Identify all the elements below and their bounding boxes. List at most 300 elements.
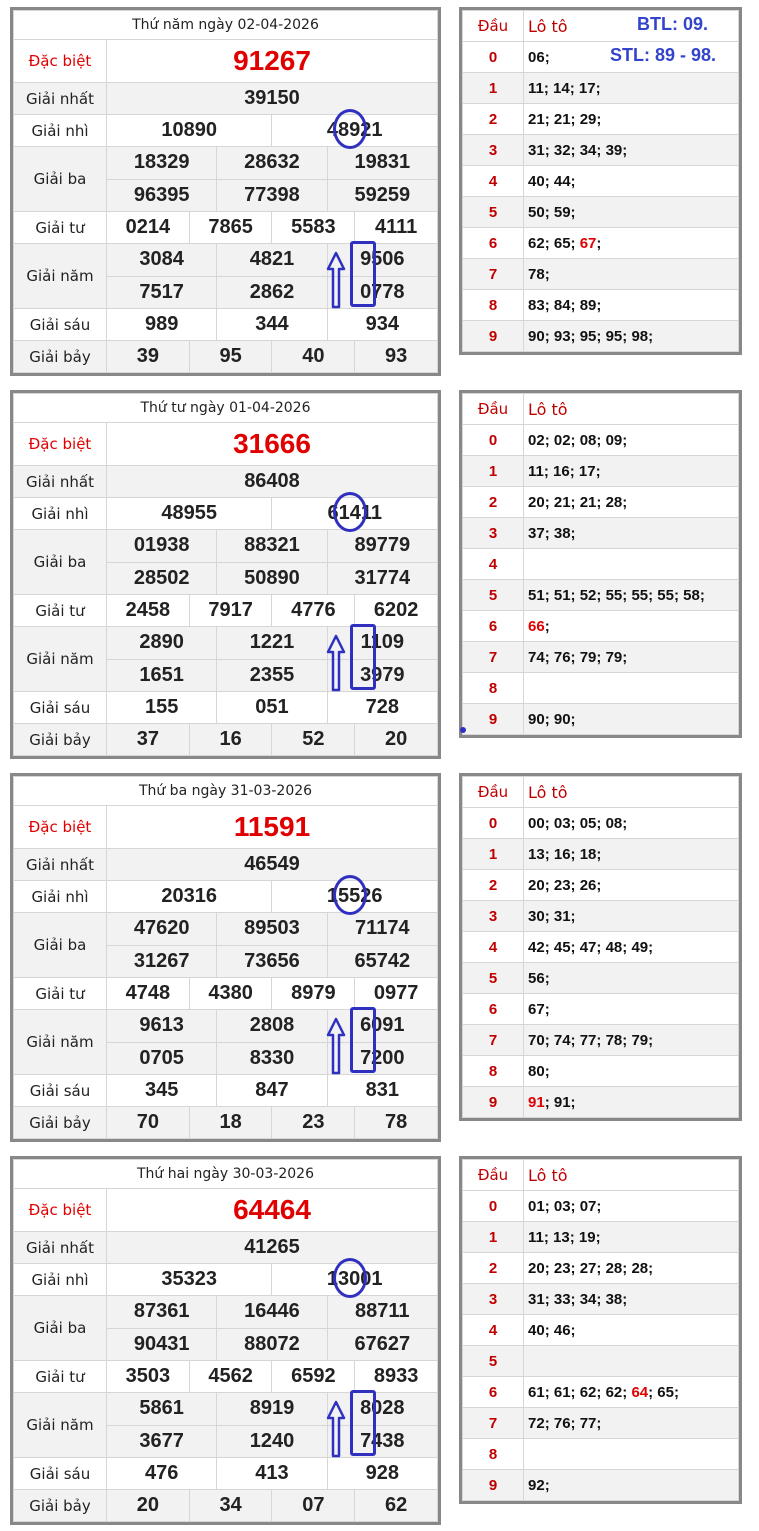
loto-values: 02; 02; 08; 09; bbox=[524, 425, 739, 456]
fifth-prize-number: 8028 bbox=[327, 1393, 437, 1426]
loto-number: 61 bbox=[553, 1383, 571, 1401]
loto-head-digit: 8 bbox=[463, 1439, 524, 1470]
loto-head-digit: 3 bbox=[463, 1284, 524, 1315]
special-prize-number: 91267 bbox=[107, 40, 438, 83]
title-row bbox=[14, 777, 438, 806]
row-seventh-prize bbox=[14, 1107, 438, 1139]
fourth-prize-number: 2458 bbox=[107, 595, 190, 627]
loto-number: 37 bbox=[528, 524, 545, 542]
loto-number: 29 bbox=[579, 110, 597, 128]
loto-row bbox=[463, 425, 739, 456]
loto-number: 52 bbox=[579, 586, 597, 604]
fourth-prize-number: 6202 bbox=[355, 595, 438, 627]
loto-number: 42 bbox=[528, 938, 545, 956]
loto-row bbox=[463, 1346, 739, 1377]
row-first-prize bbox=[14, 1232, 438, 1264]
loto-number: 31 bbox=[553, 907, 571, 925]
fourth-prize-number: 5583 bbox=[272, 212, 355, 244]
sixth-prize-number: 847 bbox=[217, 1075, 327, 1107]
row-third-prize bbox=[14, 530, 438, 563]
loto-head-digit: 2 bbox=[463, 870, 524, 901]
third-prize-number: 88711 bbox=[327, 1296, 437, 1329]
fourth-prize-number: 4562 bbox=[189, 1361, 272, 1393]
second-prize-number: 10890 bbox=[107, 115, 272, 147]
loto-number: 90 bbox=[528, 710, 545, 728]
sixth-prize-number: 728 bbox=[327, 692, 437, 724]
first-prize-number: 46549 bbox=[107, 849, 438, 881]
loto-number: 95 bbox=[579, 327, 597, 345]
result-table-box bbox=[10, 7, 441, 376]
loto-number: 47 bbox=[579, 938, 597, 956]
loto-number: 30 bbox=[528, 907, 545, 925]
third-prize-number: 31774 bbox=[327, 562, 437, 595]
fifth-prize-number: 1240 bbox=[217, 1425, 327, 1458]
loto-head-digit: 7 bbox=[463, 1408, 524, 1439]
result-table bbox=[13, 10, 438, 373]
loto-values: 31; 32; 34; 39; bbox=[524, 135, 739, 166]
loto-number: 17 bbox=[578, 79, 596, 97]
loto-number: 79 bbox=[579, 648, 597, 666]
loto-number: 79 bbox=[631, 1031, 649, 1049]
loto-head-digit: 4 bbox=[463, 932, 524, 963]
first-prize-number: 39150 bbox=[107, 83, 438, 115]
loto-head-digit: 9 bbox=[463, 1087, 524, 1118]
prize-label: Giải ba bbox=[14, 530, 107, 595]
loto-number: 92 bbox=[528, 1476, 545, 1494]
loto-row bbox=[463, 166, 739, 197]
loto-values: 31; 33; 34; 38; bbox=[524, 1284, 739, 1315]
loto-head-digit: 0 bbox=[463, 1191, 524, 1222]
loto-number: 09 bbox=[605, 431, 623, 449]
loto-head-digit: 1 bbox=[463, 73, 524, 104]
loto-head-digit: 5 bbox=[463, 580, 524, 611]
result-date-title: Thứ tư ngày 01-04-2026 bbox=[14, 394, 438, 423]
third-prize-number: 90431 bbox=[107, 1328, 217, 1361]
result-table bbox=[13, 1159, 438, 1522]
prize-label: Giải nhất bbox=[14, 849, 107, 881]
loto-head-digit: 5 bbox=[463, 963, 524, 994]
loto-number: 34 bbox=[579, 141, 597, 159]
loto-values: 92; bbox=[524, 1470, 739, 1501]
prize-label: Đặc biệt bbox=[14, 423, 107, 466]
loto-number: 21 bbox=[528, 110, 545, 128]
third-prize-number: 67627 bbox=[327, 1328, 437, 1361]
third-prize-number: 88072 bbox=[217, 1328, 327, 1361]
loto-row bbox=[463, 1025, 739, 1056]
third-prize-number: 28632 bbox=[217, 147, 327, 180]
loto-number: 17 bbox=[578, 462, 596, 480]
fifth-prize-number: 8330 bbox=[217, 1042, 327, 1075]
fourth-prize-number: 4776 bbox=[272, 595, 355, 627]
special-prize-number: 64464 bbox=[107, 1189, 438, 1232]
loto-number: 55 bbox=[605, 586, 623, 604]
fourth-prize-number: 4380 bbox=[189, 978, 272, 1010]
seventh-prize-number: 16 bbox=[189, 724, 272, 756]
loto-number: 13 bbox=[553, 1228, 570, 1246]
prize-label: Đặc biệt bbox=[14, 40, 107, 83]
fourth-prize-number: 4748 bbox=[107, 978, 190, 1010]
loto-head-digit: 2 bbox=[463, 1253, 524, 1284]
row-fourth-prize bbox=[14, 1361, 438, 1393]
loto-row bbox=[463, 839, 739, 870]
loto-head-label: Đầu bbox=[463, 1160, 524, 1191]
loto-row bbox=[463, 1284, 739, 1315]
fifth-prize-number: 1109 bbox=[327, 627, 437, 660]
loto-number: 16 bbox=[553, 845, 571, 863]
loto-number: 16 bbox=[553, 462, 570, 480]
loto-number: 78 bbox=[528, 265, 545, 283]
loto-row bbox=[463, 321, 739, 352]
row-first-prize bbox=[14, 466, 438, 498]
loto-number: 31 bbox=[528, 141, 545, 159]
loto-number: 40 bbox=[528, 172, 545, 190]
result-date-title: Thứ hai ngày 30-03-2026 bbox=[14, 1160, 438, 1189]
loto-number: 55 bbox=[631, 586, 649, 604]
fifth-prize-number: 2890 bbox=[107, 627, 217, 660]
loto-row bbox=[463, 963, 739, 994]
loto-number: 59 bbox=[553, 203, 571, 221]
third-prize-number: 87361 bbox=[107, 1296, 217, 1329]
row-third-prize bbox=[14, 913, 438, 946]
loto-number: 28 bbox=[605, 493, 623, 511]
loto-values: 00; 03; 05; 08; bbox=[524, 808, 739, 839]
loto-values bbox=[524, 1439, 739, 1470]
loto-number: 83 bbox=[528, 296, 545, 314]
loto-number: 00 bbox=[528, 814, 545, 832]
row-third-prize bbox=[14, 147, 438, 180]
loto-number: 80 bbox=[528, 1062, 545, 1080]
fifth-prize-number: 2862 bbox=[217, 276, 327, 309]
loto-number: 39 bbox=[605, 141, 623, 159]
fourth-prize-number: 4111 bbox=[355, 212, 438, 244]
loto-number: 70 bbox=[528, 1031, 545, 1049]
loto-values: 83; 84; 89; bbox=[524, 290, 739, 321]
loto-values: 20; 23; 26; bbox=[524, 870, 739, 901]
loto-values: 90; 90; bbox=[524, 704, 739, 735]
loto-number: 44 bbox=[553, 172, 571, 190]
third-prize-number: 71174 bbox=[327, 913, 437, 946]
prize-label: Giải năm bbox=[14, 1010, 107, 1075]
loto-values: 11; 13; 19; bbox=[524, 1222, 739, 1253]
loto-number: 66 bbox=[528, 617, 545, 635]
row-special bbox=[14, 423, 438, 466]
prize-label: Giải nhất bbox=[14, 83, 107, 115]
loto-row bbox=[463, 259, 739, 290]
third-prize-number: 77398 bbox=[217, 179, 327, 212]
loto-number: 90 bbox=[553, 710, 571, 728]
loto-head-digit: 0 bbox=[463, 425, 524, 456]
result-date-title: Thứ năm ngày 02-04-2026 bbox=[14, 11, 438, 40]
loto-row bbox=[463, 487, 739, 518]
fourth-prize-number: 0214 bbox=[107, 212, 190, 244]
loto-head-digit: 4 bbox=[463, 166, 524, 197]
prize-label: Giải tư bbox=[14, 212, 107, 244]
sixth-prize-number: 344 bbox=[217, 309, 327, 341]
loto-number: 23 bbox=[553, 1259, 571, 1277]
loto-number: 26 bbox=[579, 876, 597, 894]
title-row bbox=[14, 11, 438, 40]
loto-number: 18 bbox=[579, 845, 597, 863]
loto-row bbox=[463, 135, 739, 166]
prize-label: Giải ba bbox=[14, 913, 107, 978]
loto-number: 77 bbox=[579, 1031, 597, 1049]
sixth-prize-number: 413 bbox=[217, 1458, 327, 1490]
prize-label: Giải sáu bbox=[14, 309, 107, 341]
fifth-prize-number: 6091 bbox=[327, 1010, 437, 1043]
third-prize-number: 18329 bbox=[107, 147, 217, 180]
result-table-box bbox=[10, 390, 441, 759]
loto-number: 93 bbox=[553, 327, 571, 345]
loto-head-digit: 4 bbox=[463, 549, 524, 580]
loto-number: 05 bbox=[579, 814, 597, 832]
second-prize-number: 15526 bbox=[272, 881, 438, 913]
loto-values bbox=[524, 673, 739, 704]
loto-values: 40; 46; bbox=[524, 1315, 739, 1346]
loto-number: 11 bbox=[528, 462, 544, 480]
fifth-prize-number: 3084 bbox=[107, 244, 217, 277]
loto-title-label: Lô tô bbox=[524, 1160, 739, 1191]
row-third-prize bbox=[14, 1296, 438, 1329]
row-sixth-prize bbox=[14, 1458, 438, 1490]
loto-number: 55 bbox=[657, 586, 674, 604]
loto-number: 27 bbox=[579, 1259, 597, 1277]
loto-row bbox=[463, 870, 739, 901]
loto-number: 56 bbox=[528, 969, 545, 987]
loto-number: 40 bbox=[528, 1321, 545, 1339]
loto-number: 67 bbox=[528, 1000, 545, 1018]
prize-label: Giải nhất bbox=[14, 466, 107, 498]
loto-head-digit: 7 bbox=[463, 259, 524, 290]
loto-values: 50; 59; bbox=[524, 197, 739, 228]
loto-number: 89 bbox=[579, 296, 597, 314]
seventh-prize-number: 70 bbox=[107, 1107, 190, 1139]
third-prize-number: 16446 bbox=[217, 1296, 327, 1329]
btl-label: BTL: 09. bbox=[637, 14, 709, 34]
fifth-prize-number: 9613 bbox=[107, 1010, 217, 1043]
loto-number: 62 bbox=[528, 234, 545, 252]
loto-row bbox=[463, 673, 739, 704]
loto-row bbox=[463, 518, 739, 549]
loto-number: 72 bbox=[528, 1414, 545, 1432]
prize-label: Giải nhì bbox=[14, 881, 107, 913]
loto-number: 74 bbox=[553, 1031, 571, 1049]
prize-label: Giải nhì bbox=[14, 115, 107, 147]
loto-number: 58 bbox=[683, 586, 700, 604]
fifth-prize-number: 3677 bbox=[107, 1425, 217, 1458]
loto-row bbox=[463, 994, 739, 1025]
loto-head-digit: 6 bbox=[463, 228, 524, 259]
loto-values: 66; bbox=[524, 611, 739, 642]
loto-number: 49 bbox=[631, 938, 649, 956]
prize-label: Giải sáu bbox=[14, 1458, 107, 1490]
loto-number: 07 bbox=[579, 1197, 597, 1215]
loto-values: 78; bbox=[524, 259, 739, 290]
fourth-prize-number: 6592 bbox=[272, 1361, 355, 1393]
loto-number: 64 bbox=[631, 1383, 649, 1401]
loto-row bbox=[463, 228, 739, 259]
prize-label: Giải năm bbox=[14, 627, 107, 692]
loto-number: 19 bbox=[578, 1228, 596, 1246]
row-first-prize bbox=[14, 849, 438, 881]
prize-label: Giải tư bbox=[14, 1361, 107, 1393]
third-prize-number: 88321 bbox=[217, 530, 327, 563]
fifth-prize-number: 7200 bbox=[327, 1042, 437, 1075]
prize-label: Giải năm bbox=[14, 1393, 107, 1458]
loto-number: 62 bbox=[605, 1383, 623, 1401]
loto-number: 31 bbox=[528, 1290, 545, 1308]
loto-number: 23 bbox=[553, 876, 571, 894]
result-table bbox=[13, 393, 438, 756]
loto-number: 21 bbox=[553, 493, 571, 511]
row-fourth-prize bbox=[14, 212, 438, 244]
prize-label: Giải sáu bbox=[14, 692, 107, 724]
loto-number: 02 bbox=[553, 431, 571, 449]
loto-number: 76 bbox=[553, 1414, 571, 1432]
seventh-prize-number: 78 bbox=[355, 1107, 438, 1139]
second-prize-number: 35323 bbox=[107, 1264, 272, 1296]
loto-values: 51; 51; 52; 55; 55; 55; 58; bbox=[524, 580, 739, 611]
loto-number: 08 bbox=[605, 814, 623, 832]
loto-number: 51 bbox=[553, 586, 571, 604]
loto-head-digit: 6 bbox=[463, 611, 524, 642]
loto-values: 90; 93; 95; 95; 98; bbox=[524, 321, 739, 352]
loto-number: 34 bbox=[579, 1290, 597, 1308]
row-special bbox=[14, 40, 438, 83]
loto-table-box bbox=[459, 1156, 742, 1504]
fifth-prize-number: 2355 bbox=[217, 659, 327, 692]
loto-values: 91; 91; bbox=[524, 1087, 739, 1118]
loto-head-digit: 5 bbox=[463, 1346, 524, 1377]
title-row bbox=[14, 394, 438, 423]
loto-head-digit: 1 bbox=[463, 839, 524, 870]
third-prize-number: 19831 bbox=[327, 147, 437, 180]
loto-values: 20; 21; 21; 28; bbox=[524, 487, 739, 518]
loto-row bbox=[463, 456, 739, 487]
loto-head-digit: 9 bbox=[463, 704, 524, 735]
sixth-prize-number: 934 bbox=[327, 309, 437, 341]
row-fifth-prize bbox=[14, 244, 438, 277]
seventh-prize-number: 23 bbox=[272, 1107, 355, 1139]
seventh-prize-number: 20 bbox=[107, 1490, 190, 1522]
row-fifth-prize bbox=[14, 627, 438, 660]
loto-values: 61; 61; 62; 62; 64; 65; bbox=[524, 1377, 739, 1408]
third-prize-number: 01938 bbox=[107, 530, 217, 563]
prize-label: Giải bảy bbox=[14, 341, 107, 373]
loto-number: 79 bbox=[605, 648, 623, 666]
seventh-prize-number: 95 bbox=[189, 341, 272, 373]
loto-number: 08 bbox=[579, 431, 597, 449]
loto-row bbox=[463, 290, 739, 321]
fifth-prize-number: 2808 bbox=[217, 1010, 327, 1043]
third-prize-number: 50890 bbox=[217, 562, 327, 595]
loto-values: 06; bbox=[524, 42, 739, 73]
second-prize-number: 48955 bbox=[107, 498, 272, 530]
loto-title-label: Lô tô bbox=[524, 777, 739, 808]
loto-head-digit: 1 bbox=[463, 1222, 524, 1253]
row-second-prize bbox=[14, 498, 438, 530]
corner-marker bbox=[460, 727, 466, 733]
fourth-prize-number: 7865 bbox=[189, 212, 272, 244]
sixth-prize-number: 989 bbox=[107, 309, 217, 341]
loto-number: 65 bbox=[657, 1383, 674, 1401]
loto-head-digit: 7 bbox=[463, 1025, 524, 1056]
loto-row bbox=[463, 932, 739, 963]
seventh-prize-number: 34 bbox=[189, 1490, 272, 1522]
loto-number: 13 bbox=[528, 845, 545, 863]
loto-row bbox=[463, 808, 739, 839]
loto-number: 76 bbox=[553, 648, 571, 666]
prize-label: Giải nhì bbox=[14, 498, 107, 530]
second-prize-number: 61411 bbox=[272, 498, 438, 530]
fourth-prize-number: 7917 bbox=[189, 595, 272, 627]
loto-title-label: Lô tô bbox=[524, 11, 739, 42]
loto-values: 74; 76; 79; 79; bbox=[524, 642, 739, 673]
special-prize-number: 31666 bbox=[107, 423, 438, 466]
fifth-prize-number: 8919 bbox=[217, 1393, 327, 1426]
loto-row bbox=[463, 197, 739, 228]
row-second-prize bbox=[14, 881, 438, 913]
result-table-box bbox=[10, 773, 441, 1142]
loto-row bbox=[463, 1087, 739, 1118]
loto-number: 48 bbox=[605, 938, 623, 956]
loto-values: 70; 74; 77; 78; 79; bbox=[524, 1025, 739, 1056]
seventh-prize-number: 20 bbox=[355, 724, 438, 756]
loto-number: 03 bbox=[553, 1197, 571, 1215]
loto-values: 62; 65; 67; bbox=[524, 228, 739, 259]
loto-head-digit: 6 bbox=[463, 1377, 524, 1408]
fifth-prize-number: 4821 bbox=[217, 244, 327, 277]
fifth-prize-number: 7438 bbox=[327, 1425, 437, 1458]
prize-label: Đặc biệt bbox=[14, 806, 107, 849]
loto-number: 32 bbox=[553, 141, 571, 159]
loto-values: 11; 14; 17; bbox=[524, 73, 739, 104]
third-prize-number: 73656 bbox=[217, 945, 327, 978]
loto-head-digit: 6 bbox=[463, 994, 524, 1025]
loto-values: 42; 45; 47; 48; 49; bbox=[524, 932, 739, 963]
third-prize-number: 28502 bbox=[107, 562, 217, 595]
loto-row bbox=[463, 1315, 739, 1346]
loto-head-digit: 9 bbox=[463, 321, 524, 352]
loto-head-digit: 2 bbox=[463, 104, 524, 135]
loto-number: 84 bbox=[553, 296, 571, 314]
second-prize-number: 48921 bbox=[272, 115, 438, 147]
row-fourth-prize bbox=[14, 978, 438, 1010]
row-sixth-prize bbox=[14, 1075, 438, 1107]
loto-number: 11 bbox=[528, 79, 544, 97]
sixth-prize-number: 928 bbox=[327, 1458, 437, 1490]
stl-label: STL: 89 - 98. bbox=[610, 45, 717, 65]
loto-number: 28 bbox=[631, 1259, 649, 1277]
loto-head-digit: 1 bbox=[463, 456, 524, 487]
loto-number: 38 bbox=[553, 524, 571, 542]
loto-row bbox=[463, 73, 739, 104]
loto-number: 20 bbox=[528, 876, 545, 894]
loto-row bbox=[463, 901, 739, 932]
prize-label: Giải tư bbox=[14, 595, 107, 627]
first-prize-number: 41265 bbox=[107, 1232, 438, 1264]
third-prize-number: 47620 bbox=[107, 913, 217, 946]
loto-values bbox=[524, 549, 739, 580]
fifth-prize-number: 7517 bbox=[107, 276, 217, 309]
loto-values: 56; bbox=[524, 963, 739, 994]
special-prize-number: 11591 bbox=[107, 806, 438, 849]
loto-number: 65 bbox=[553, 234, 571, 252]
row-fifth-prize bbox=[14, 1393, 438, 1426]
row-sixth-prize bbox=[14, 309, 438, 341]
row-fourth-prize bbox=[14, 595, 438, 627]
loto-number: 02 bbox=[528, 431, 545, 449]
seventh-prize-number: 37 bbox=[107, 724, 190, 756]
